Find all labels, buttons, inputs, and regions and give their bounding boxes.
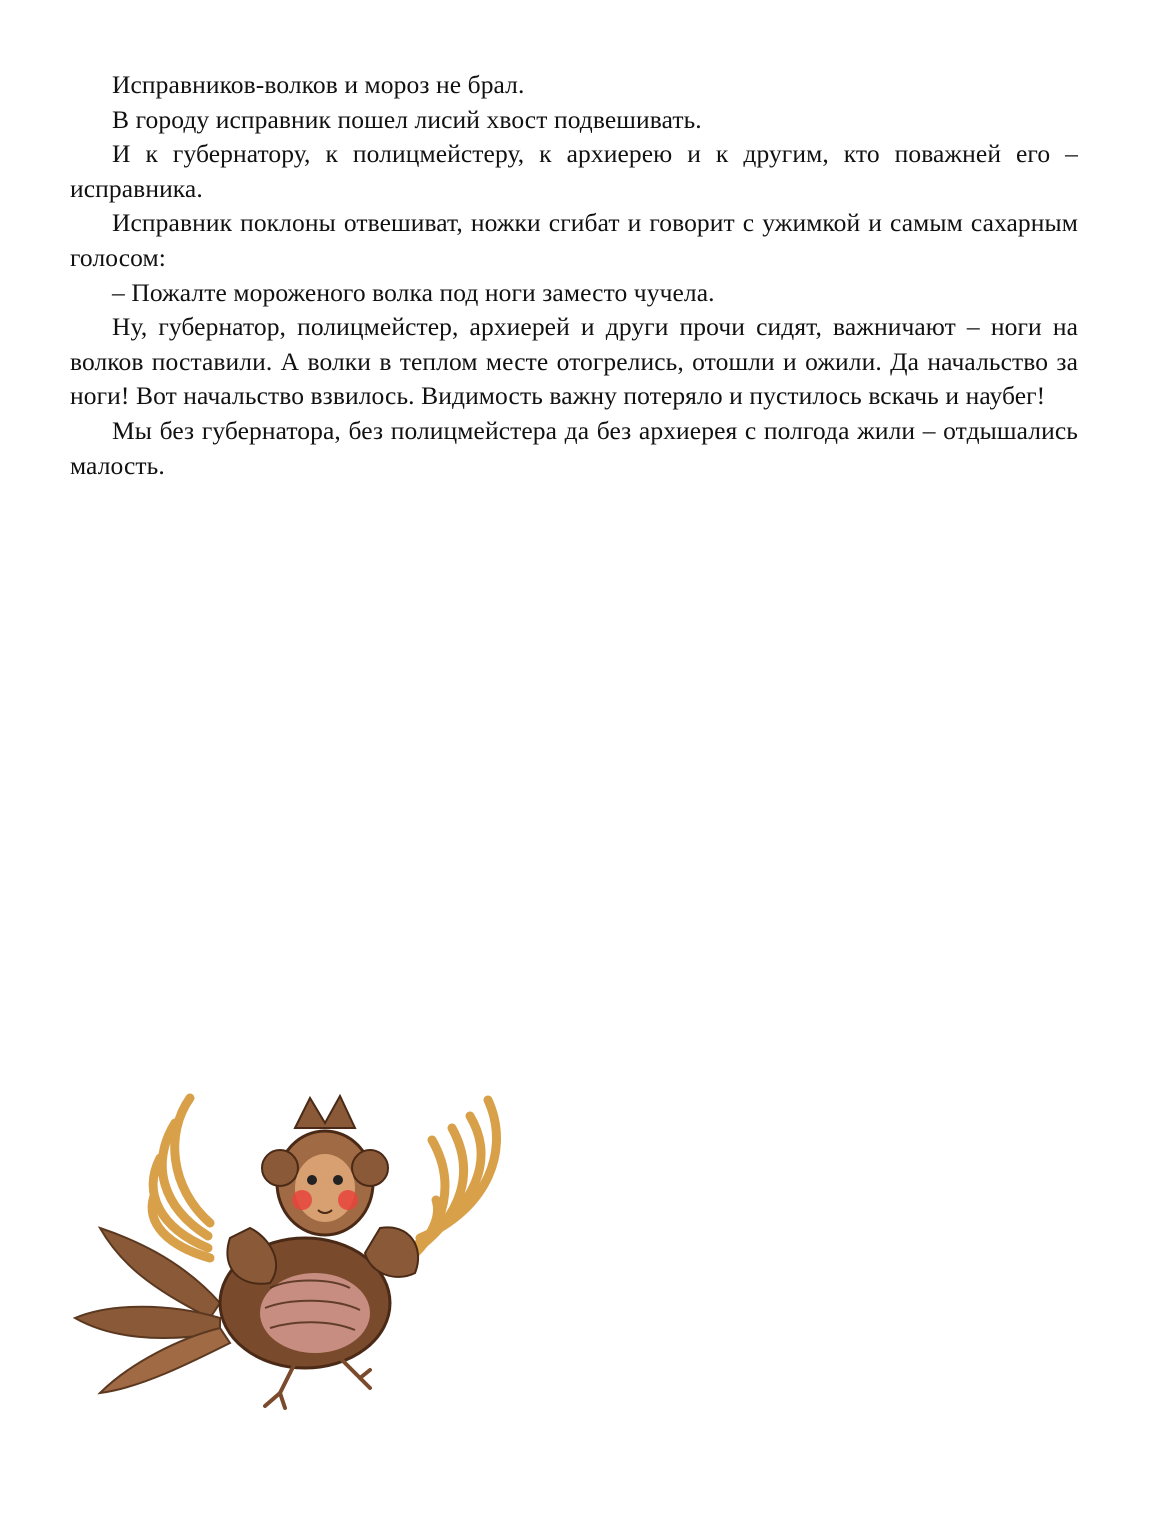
right-wing xyxy=(406,1100,497,1262)
story-text xyxy=(70,68,1078,483)
bird-illustration xyxy=(70,1088,510,1418)
paragraph-4: Исправник поклоны отвешиват, ножки сгибат и говорит с ужимкой и самым сахарным голосом: xyxy=(70,208,1078,272)
paragraph-6: Ну, губернатор, полицмейстер, архиерей и други прочи сидят, важничают – ноги на волков поставили. А волки в теплом месте отогрелись, отошли и ожили. Да начальство за ноги! Вот начальство взвилось. Видимость важну потеряло и пустилось вскачь и наубег! xyxy=(70,312,1078,411)
paragraph-3: И к губернатору, к полицмейстеру, к архиерею и к другим, кто поважней его – исправника. xyxy=(70,139,1078,203)
bird-face xyxy=(295,1154,355,1222)
paragraph-7: Мы без губернатора, без полицмейстера да без архиерея с полгода жили – отдышались малость. xyxy=(70,415,1078,480)
paragraph-1: Исправников-волков и мороз не брал. xyxy=(112,70,525,99)
paragraph-2: В городу исправник пошел лисий хвост подвешивать. xyxy=(112,104,702,134)
left-wing xyxy=(152,1098,210,1258)
paragraph-5: – Пожалте мороженого волка под ноги заместо чучела. xyxy=(112,277,715,307)
